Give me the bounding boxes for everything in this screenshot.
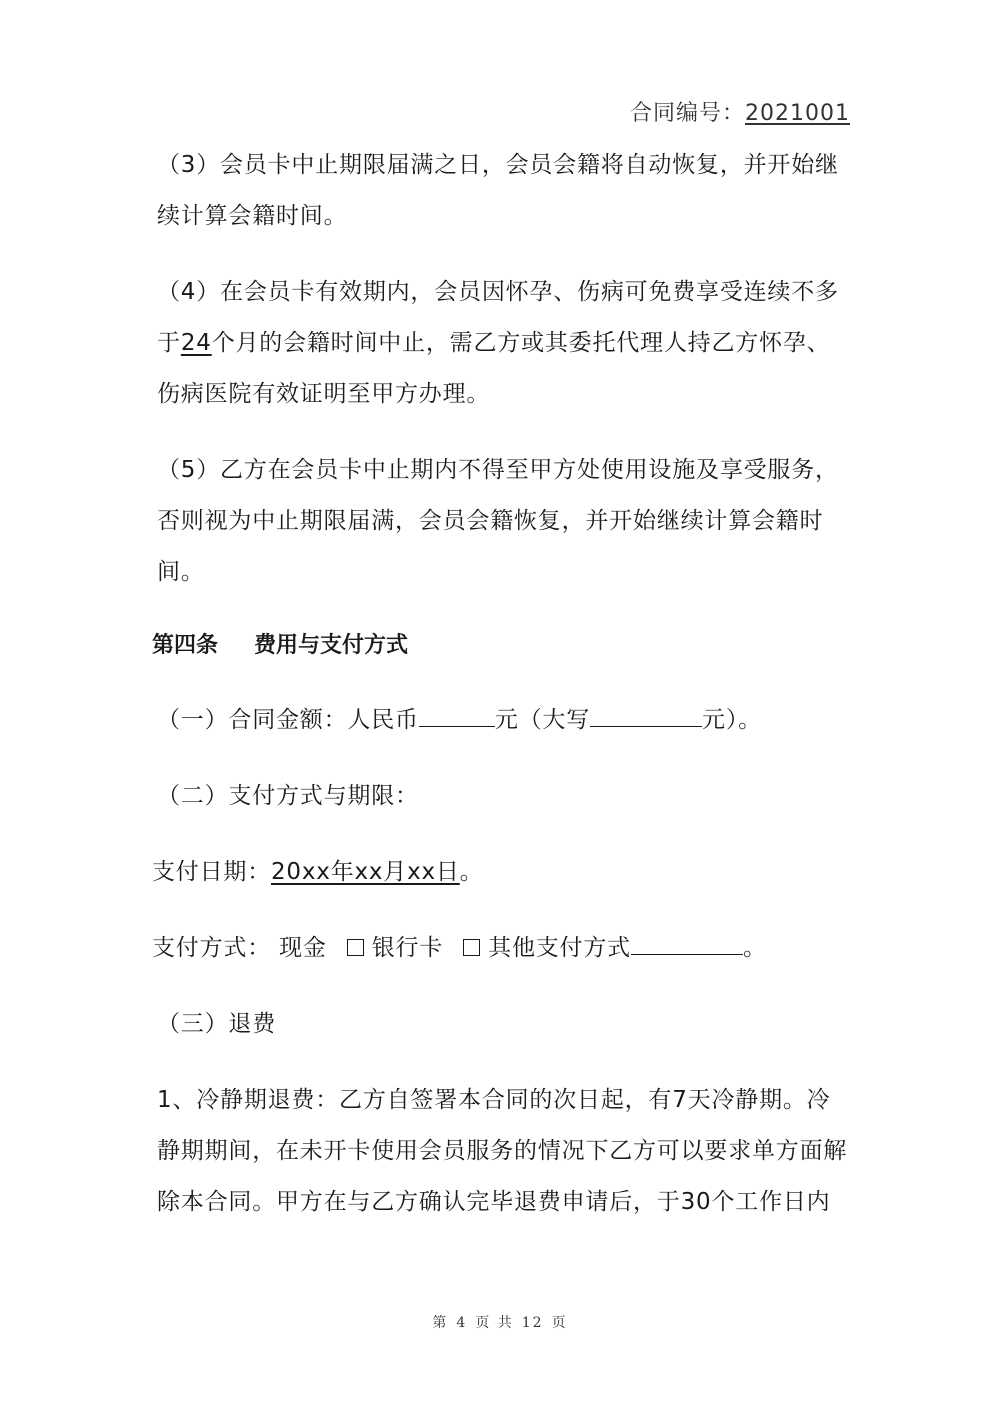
amount-blank[interactable] <box>419 702 495 727</box>
contract-number-value: 2021001 <box>745 101 850 126</box>
other-payment-checkbox[interactable] <box>463 939 480 956</box>
total-page-count: 12 <box>521 1315 544 1331</box>
amount-uppercase-label: 元（大写 <box>494 707 591 733</box>
payment-bank-option: 银行卡 <box>371 935 444 961</box>
contract-number <box>630 96 850 127</box>
footer-mid: 页 共 <box>475 1315 514 1331</box>
document-body <box>152 140 852 1253</box>
clause-4 <box>152 267 852 420</box>
refund-clause-1: 1、冷静期退费：乙方自签署本合同的次日起，有7天冷静期。冷静期期间，在未开卡使用会员服务的情况下乙方可以要求单方面解除本合同。甲方在与乙方确认完毕退费申请后，于30个工作日内 <box>157 1087 848 1215</box>
current-page-number: 4 <box>456 1315 468 1331</box>
payment-date-end: 。 <box>459 859 484 885</box>
refund-section-title: （三）退费 <box>157 1011 276 1037</box>
amount-end: 元）。 <box>702 707 762 733</box>
footer-prefix: 第 <box>432 1315 449 1331</box>
payment-method-label: 支付方式： <box>152 935 271 961</box>
article-4-title: 费用与支付方式 <box>254 633 409 658</box>
payment-date-label: 支付日期： <box>152 859 271 885</box>
article-4-number: 第四条 <box>152 633 219 658</box>
bank-card-checkbox[interactable] <box>347 939 364 956</box>
amount-uppercase-blank[interactable] <box>590 702 702 727</box>
article-4-heading <box>152 623 852 669</box>
clause-4-text-b: 个月的会籍时间中止，需乙方或其委托代理人持乙方怀孕、伤病医院有效证明至甲方办理。 <box>157 330 831 407</box>
payment-date-value: 20xx年xx月xx日 <box>271 859 460 885</box>
page-footer <box>0 1312 1000 1332</box>
other-payment-blank[interactable] <box>631 930 743 955</box>
payment-method <box>152 923 852 974</box>
payment-section-title: （二）支付方式与期限： <box>157 783 419 809</box>
contract-amount <box>152 695 852 746</box>
clause-4-months: 24 <box>180 330 212 356</box>
clause-4-text-a: （4）在会员卡有效期内，会员因怀孕、伤病可免费享受连续不多于 <box>157 279 839 356</box>
footer-suffix: 页 <box>551 1315 568 1331</box>
clause-3: （3）会员卡中止期限届满之日，会员会籍将自动恢复，并开始继续计算会籍时间。 <box>157 152 839 229</box>
payment-method-end: 。 <box>742 935 767 961</box>
payment-date <box>152 847 852 898</box>
amount-label: （一）合同金额：人民币 <box>157 707 419 733</box>
contract-number-label: 合同编号： <box>630 101 746 126</box>
payment-other-option: 其他支付方式 <box>488 935 631 961</box>
payment-cash-option: 现金 <box>279 935 327 961</box>
clause-5: （5）乙方在会员卡中止期内不得至甲方处使用设施及享受服务，否则视为中止期限届满，会员会籍恢复，并开始继续计算会籍时间。 <box>157 457 839 585</box>
